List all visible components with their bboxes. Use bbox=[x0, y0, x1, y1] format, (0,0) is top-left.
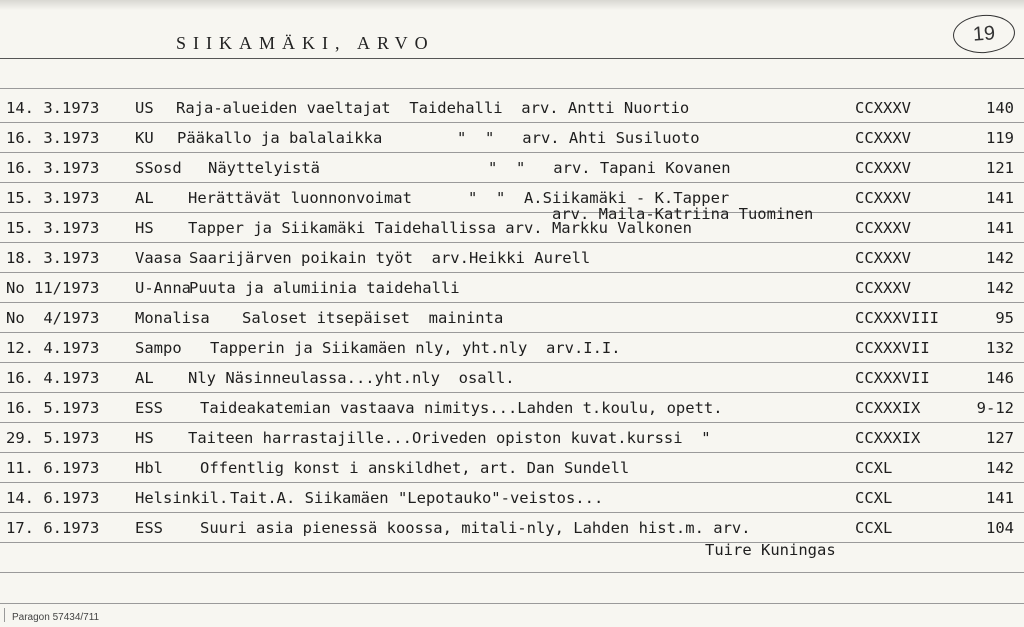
entry-paper: U-Anna bbox=[135, 279, 191, 297]
entry-volume: CCXXXVII bbox=[855, 369, 930, 387]
header-rule-2 bbox=[0, 88, 1024, 89]
entry-paper: HS bbox=[135, 219, 154, 237]
entry-text: Puuta ja alumiinia taidehalli bbox=[189, 279, 460, 297]
entry-page: 119 bbox=[986, 129, 1014, 147]
page-number-circle: 19 bbox=[952, 13, 1016, 55]
entry-text: Suuri asia pienessä koossa, mitali-nly, Lahden hist.m. arv. bbox=[200, 519, 751, 537]
entry-text: Taideakatemian vastaava nimitys...Lahden t.koulu, opett. bbox=[200, 399, 723, 417]
entry-volume: CCXXXV bbox=[855, 219, 911, 237]
table-row bbox=[0, 243, 1024, 273]
entry-volume: CCXL bbox=[855, 459, 893, 477]
table-row bbox=[0, 513, 1024, 543]
printer-imprint: Paragon 57434/711 bbox=[12, 612, 100, 623]
entry-paper: AL bbox=[135, 369, 154, 387]
table-row bbox=[0, 123, 1024, 153]
entry-date: 11. 6.1973 bbox=[6, 459, 100, 477]
entry-page: 142 bbox=[986, 459, 1014, 477]
entry-volume: CCXXXV bbox=[855, 279, 911, 297]
entry-page: 127 bbox=[986, 429, 1014, 447]
entry-paper: Sampo bbox=[135, 339, 182, 357]
entry-text: Tait.A. Siikamäen "Lepotauko"-veistos... bbox=[230, 489, 604, 507]
entry-date: 14. 6.1973 bbox=[6, 489, 100, 507]
entry-paper: AL bbox=[135, 189, 154, 207]
entry-date: 16. 3.1973 bbox=[6, 159, 100, 177]
table-row bbox=[0, 183, 1024, 213]
entry-paper: Vaasa bbox=[135, 249, 182, 267]
entry-text: Taiteen harrastajille...Oriveden opiston kuvat.kurssi " bbox=[188, 429, 711, 447]
entry-text: Tapper ja Siikamäki Taidehallissa arv. Markku Valkonen bbox=[188, 219, 692, 237]
entry-page: 141 bbox=[986, 189, 1014, 207]
entry-date: 18. 3.1973 bbox=[6, 249, 100, 267]
entry-date: 15. 3.1973 bbox=[6, 219, 100, 237]
entry-paper: Monalisa bbox=[135, 309, 210, 327]
entry-volume: CCXXXV bbox=[855, 129, 911, 147]
entry-page: 141 bbox=[986, 489, 1014, 507]
entry-text: Saloset itsepäiset maininta bbox=[242, 309, 504, 327]
entry-volume: CCXXXV bbox=[855, 189, 911, 207]
table-row bbox=[0, 363, 1024, 393]
row-rule bbox=[0, 542, 1024, 543]
entry-date: 15. 3.1973 bbox=[6, 189, 100, 207]
bottom-rule bbox=[0, 572, 1024, 573]
entry-paper: Helsinkil. bbox=[135, 489, 229, 507]
entry-paper: HS bbox=[135, 429, 154, 447]
entry-volume: CCXXXV bbox=[855, 99, 911, 117]
entry-volume: CCXXXV bbox=[855, 249, 911, 267]
entry-volume: CCXL bbox=[855, 489, 893, 507]
entry-text: Näyttelyistä " " arv. Tapani Kovanen bbox=[208, 159, 731, 177]
entry-date: 17. 6.1973 bbox=[6, 519, 100, 537]
entry-text: Nly Näsinneulassa...yht.nly osall. bbox=[188, 369, 515, 387]
footer-mark bbox=[4, 608, 5, 622]
entry-volume: CCXXXIX bbox=[855, 399, 921, 417]
entry-text: Saarijärven poikain työt arv.Heikki Aurell bbox=[189, 249, 591, 267]
entry-page: 9-12 bbox=[976, 399, 1014, 417]
table-row bbox=[0, 153, 1024, 183]
entry-paper: SSosd bbox=[135, 159, 182, 177]
table-row bbox=[0, 423, 1024, 453]
entry-date: 16. 3.1973 bbox=[6, 129, 100, 147]
table-row bbox=[0, 205, 1024, 243]
entry-page: 140 bbox=[986, 99, 1014, 117]
entry-paper: Hbl bbox=[135, 459, 163, 477]
entry-text: Tapperin ja Siikamäen nly, yht.nly arv.I.I. bbox=[210, 339, 621, 357]
entry-text: Raja-alueiden vaeltajat Taidehalli arv. Antti Nuortio bbox=[176, 99, 690, 117]
table-row bbox=[0, 453, 1024, 483]
entry-date: 16. 5.1973 bbox=[6, 399, 100, 417]
entry-page: 141 bbox=[986, 219, 1014, 237]
table-row bbox=[0, 93, 1024, 123]
entry-date: No 4/1973 bbox=[6, 309, 100, 327]
entry-date: 12. 4.1973 bbox=[6, 339, 100, 357]
entry-text: Pääkallo ja balalaikka " " arv. Ahti Susiluoto bbox=[177, 129, 700, 147]
entry-paper: ESS bbox=[135, 399, 163, 417]
table-row bbox=[0, 483, 1024, 513]
entry-date: 29. 5.1973 bbox=[6, 429, 100, 447]
table-row bbox=[0, 303, 1024, 333]
entry-date: No 11/1973 bbox=[6, 279, 100, 297]
entry-page: 95 bbox=[995, 309, 1014, 327]
entry-text: Herättävät luonnonvoimat " " A.Siikamäki - K.Tapper bbox=[188, 189, 730, 207]
card-top-edge bbox=[0, 0, 1024, 10]
entry-page: 132 bbox=[986, 339, 1014, 357]
entry-text: Offentlig konst i anskildhet, art. Dan Sundell bbox=[200, 459, 630, 477]
entry-page: 121 bbox=[986, 159, 1014, 177]
bottom-rule-2 bbox=[0, 603, 1024, 604]
entry-paper: ESS bbox=[135, 519, 163, 537]
entry-volume: CCXXXIX bbox=[855, 429, 921, 447]
entry-page: 142 bbox=[986, 249, 1014, 267]
entry-page: 104 bbox=[986, 519, 1014, 537]
entry-page: 146 bbox=[986, 369, 1014, 387]
entry-date: 16. 4.1973 bbox=[6, 369, 100, 387]
table-row bbox=[0, 393, 1024, 423]
table-row bbox=[0, 273, 1024, 303]
entry-volume: CCXXXVII bbox=[855, 339, 930, 357]
entry-volume: CCXXXVIII bbox=[855, 309, 939, 327]
entry-page: 142 bbox=[986, 279, 1014, 297]
entry-subtext: arv. Maila-Katriina Tuominen bbox=[552, 205, 814, 223]
entry-paper: KU bbox=[135, 129, 154, 147]
header-rule bbox=[0, 58, 1024, 59]
entry-volume: CCXXXV bbox=[855, 159, 911, 177]
table-row bbox=[0, 333, 1024, 363]
entry-date: 14. 3.1973 bbox=[6, 99, 100, 117]
continuation-text: Tuire Kuningas bbox=[705, 541, 836, 559]
entry-paper: US bbox=[135, 99, 154, 117]
card-title: SIIKAMÄKI, ARVO bbox=[176, 33, 435, 53]
entry-volume: CCXL bbox=[855, 519, 893, 537]
